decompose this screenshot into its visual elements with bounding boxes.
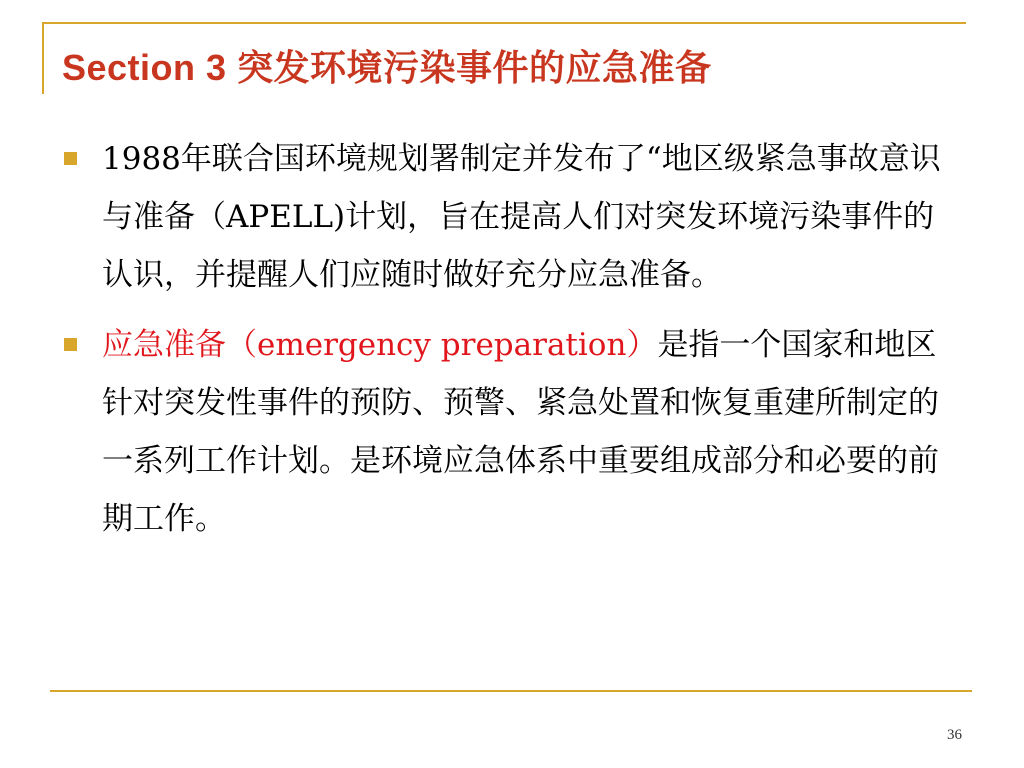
page-number: 36	[947, 727, 962, 743]
footer-rule	[50, 690, 972, 692]
title-top-rule	[42, 22, 966, 24]
bullet-text: 是指一个国家和地区针对突发性事件的预防、预警、紧急处置和恢复重建所制定的一系列工作计划。是环境应急体系中重要组成部分和必要的前期工作。	[102, 327, 939, 537]
slide-title: Section 3 突发环境污染事件的应急准备	[62, 47, 712, 88]
title-left-rule	[42, 22, 44, 94]
square-bullet-icon	[64, 152, 77, 165]
square-bullet-icon	[64, 338, 77, 351]
bullet-item-emergency-preparation	[60, 316, 960, 548]
bullet-item-apell	[60, 130, 960, 304]
bullet-highlight-term: 应急准备（emergency preparation）	[102, 327, 658, 363]
bullet-text: 1988年联合国环境规划署制定并发布了“地区级紧急事故意识与准备（APELL)计划，旨在提高人们对突发环境污染事件的认识，并提醒人们应随时做好充分应急准备。	[102, 141, 941, 293]
bullet-list	[60, 130, 960, 560]
